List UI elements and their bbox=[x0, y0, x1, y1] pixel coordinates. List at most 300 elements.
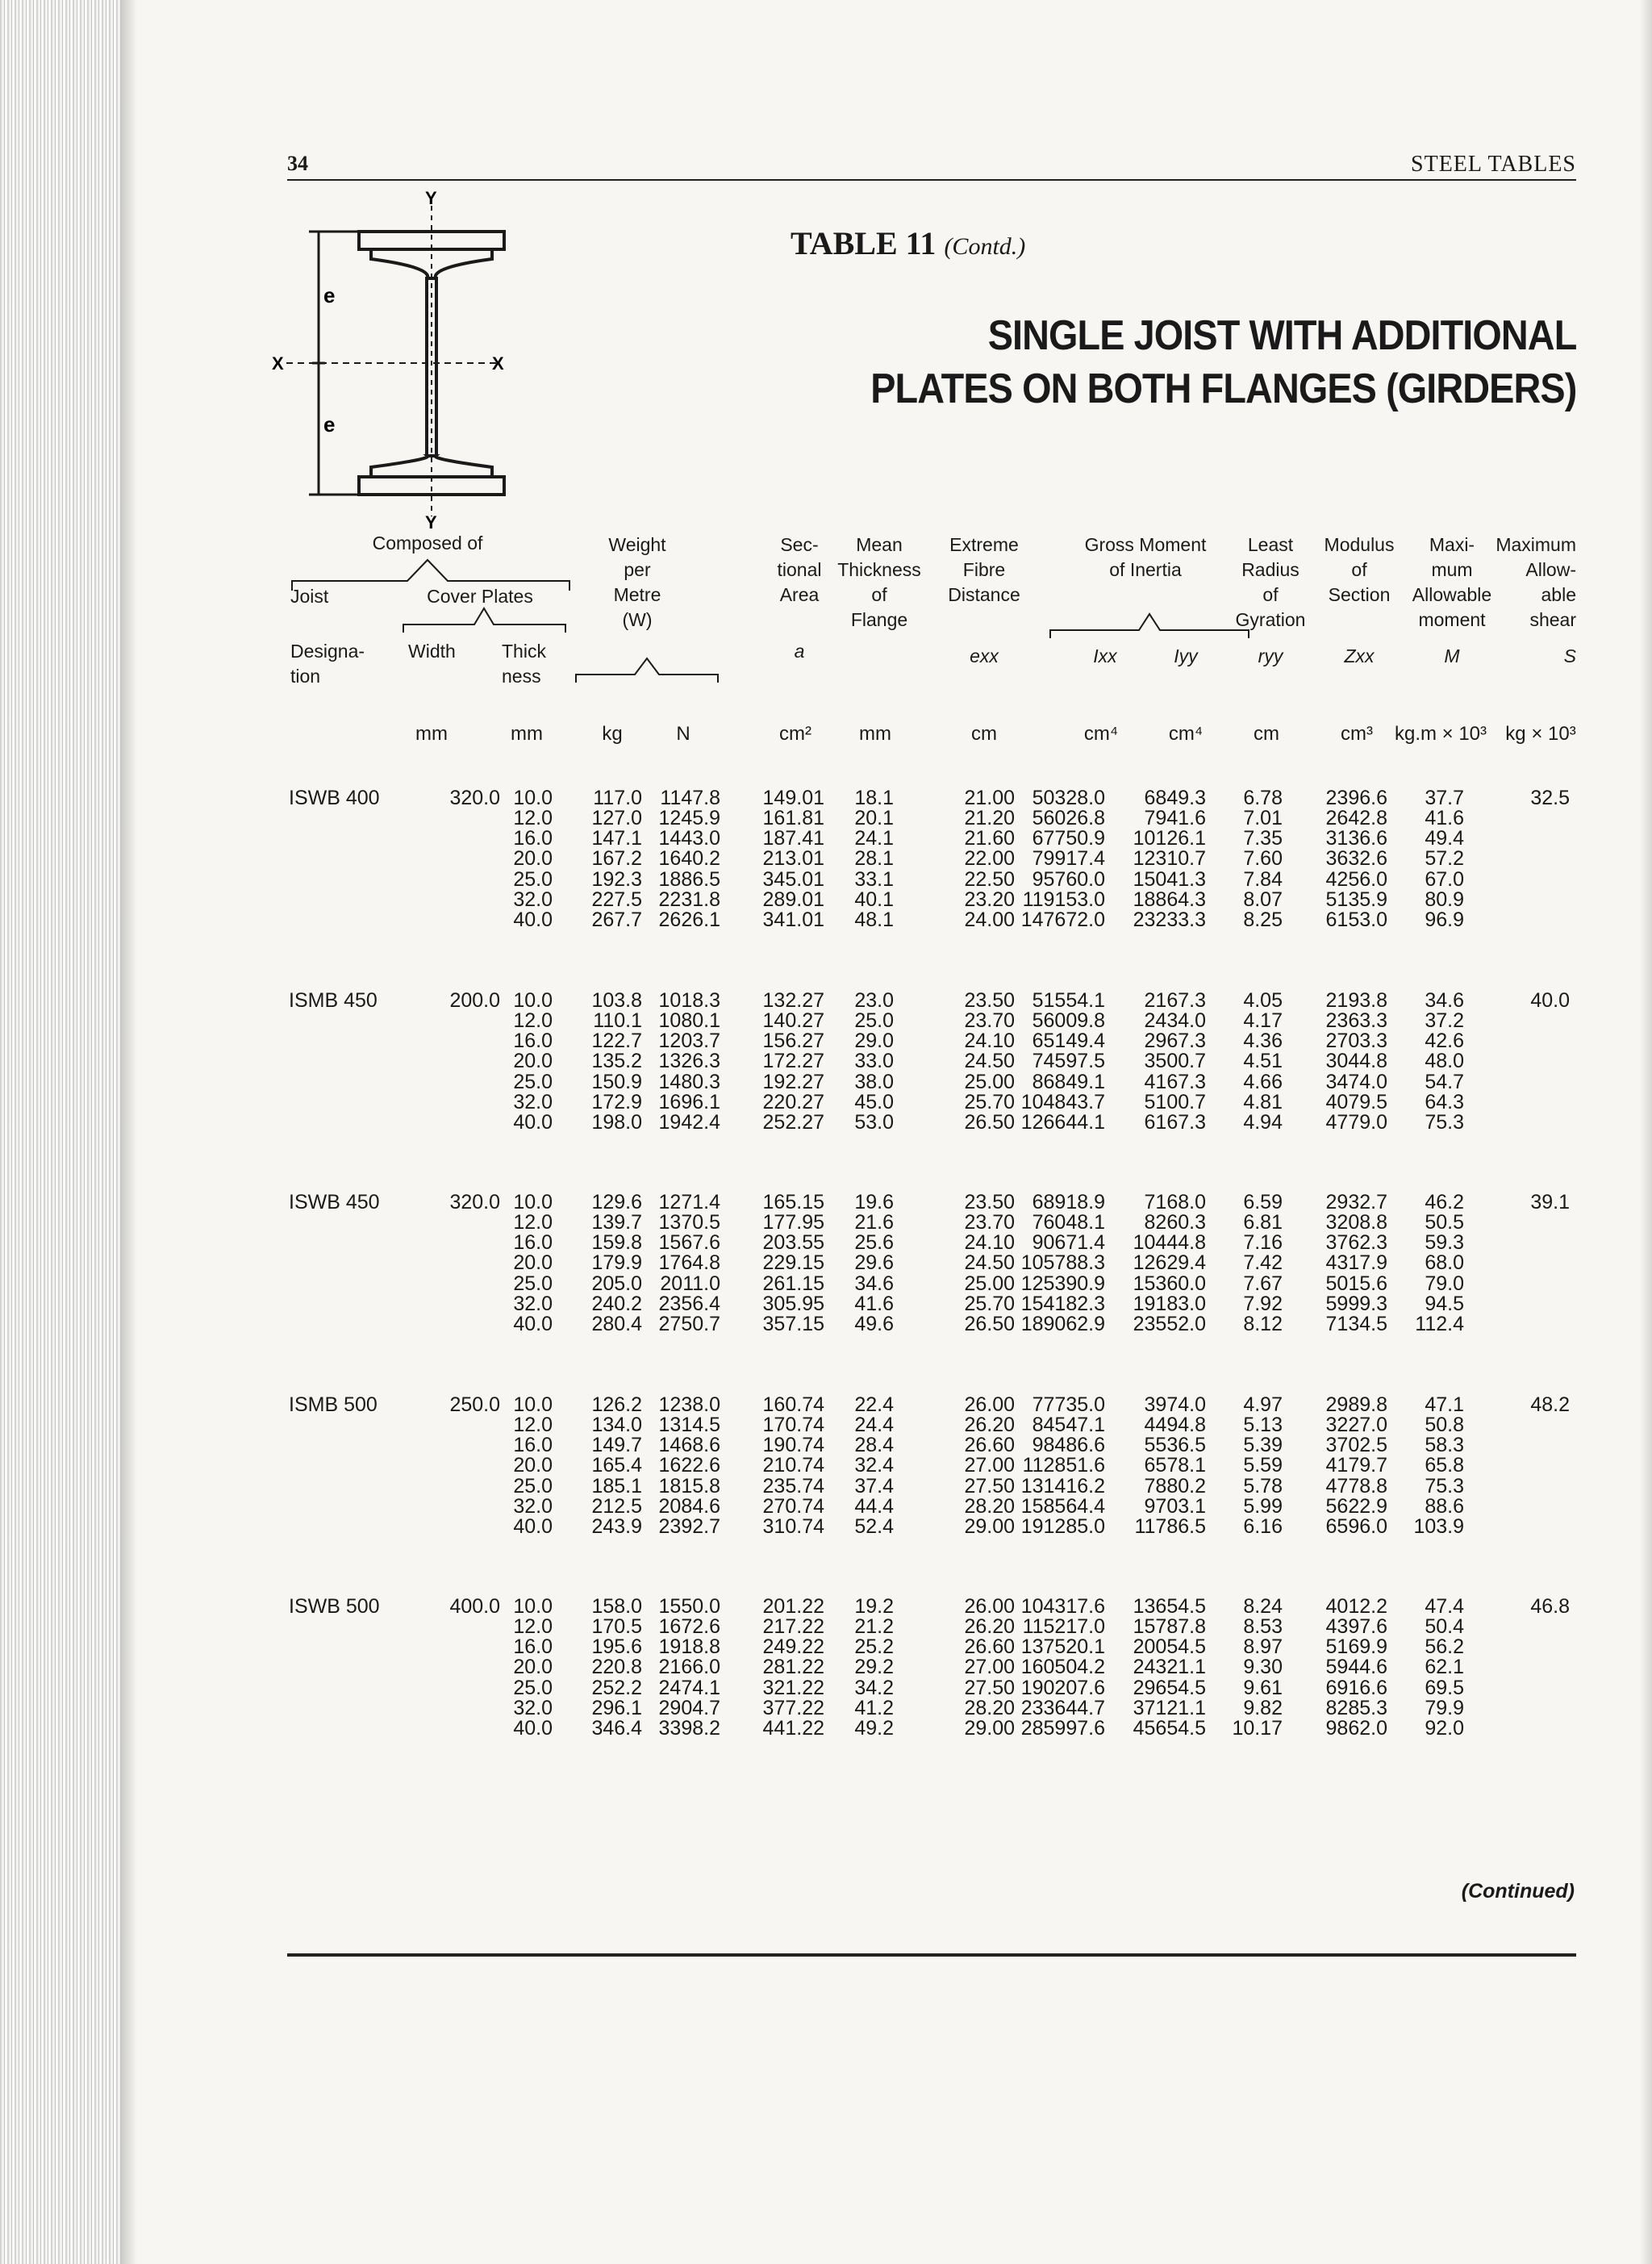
cell-radius: 4.66 bbox=[1243, 1070, 1283, 1093]
cell-iyy: 3974.0 bbox=[1144, 1393, 1206, 1416]
cell-iyy: 4167.3 bbox=[1144, 1070, 1206, 1093]
axis-label-y-top: Y bbox=[425, 190, 437, 208]
cell-weight-kg: 134.0 bbox=[591, 1414, 642, 1437]
axis-label-x-left: X bbox=[272, 353, 284, 374]
cell-area: 252.27 bbox=[762, 1110, 824, 1134]
cell-radius: 5.99 bbox=[1243, 1494, 1283, 1518]
cell-area: 177.95 bbox=[762, 1211, 824, 1234]
cell-thickness: 12.0 bbox=[513, 1615, 553, 1639]
cell-mean-thickness: 29.0 bbox=[854, 1030, 894, 1053]
cell-radius: 6.78 bbox=[1243, 787, 1283, 809]
cell-radius: 7.35 bbox=[1243, 827, 1283, 850]
cell-extreme-fibre: 24.10 bbox=[964, 1231, 1015, 1255]
cell-extreme-fibre: 27.00 bbox=[964, 1454, 1015, 1477]
cell-mean-thickness: 19.6 bbox=[854, 1191, 894, 1213]
unit-mean-thickness: mm bbox=[859, 723, 891, 745]
cell-area: 341.01 bbox=[762, 908, 824, 931]
cell-weight-n: 2392.7 bbox=[658, 1514, 720, 1538]
cell-modulus: 6596.0 bbox=[1325, 1514, 1387, 1538]
cell-iyy: 11786.5 bbox=[1134, 1514, 1206, 1538]
cell-radius: 4.94 bbox=[1243, 1110, 1283, 1134]
main-title: SINGLE JOIST WITH ADDITIONAL PLATES ON BOTH FLANGES (GIRDERS) bbox=[870, 312, 1576, 412]
cell-area: 305.95 bbox=[762, 1292, 824, 1315]
cell-max-moment: 37.7 bbox=[1425, 787, 1464, 809]
cell-max-moment: 46.2 bbox=[1425, 1191, 1464, 1213]
cell-weight-kg: 240.2 bbox=[591, 1292, 642, 1315]
cell-area: 172.27 bbox=[762, 1050, 824, 1073]
cell-extreme-fibre: 21.00 bbox=[964, 787, 1015, 809]
cell-thickness: 40.0 bbox=[513, 1110, 553, 1134]
header-iyy-symbol: Iyy bbox=[1174, 645, 1198, 666]
cell-iyy: 29654.5 bbox=[1133, 1676, 1206, 1699]
cell-weight-n: 1672.6 bbox=[658, 1615, 720, 1639]
cell-extreme-fibre: 22.50 bbox=[964, 867, 1015, 891]
cell-max-moment: 50.4 bbox=[1425, 1615, 1464, 1639]
cell-weight-n: 2474.1 bbox=[658, 1676, 720, 1699]
cell-mean-thickness: 40.1 bbox=[854, 888, 894, 911]
cell-mean-thickness: 19.2 bbox=[854, 1595, 894, 1618]
cell-ixx: 86849.1 bbox=[1032, 1070, 1105, 1093]
cell-ixx: 67750.9 bbox=[1032, 827, 1105, 850]
cell-max-moment: 50.5 bbox=[1425, 1211, 1464, 1234]
cell-thickness: 20.0 bbox=[513, 1656, 553, 1679]
cell-area: 235.74 bbox=[762, 1474, 824, 1497]
cell-iyy: 2967.3 bbox=[1144, 1030, 1206, 1053]
cell-area: 220.27 bbox=[762, 1090, 824, 1113]
cell-mean-thickness: 24.1 bbox=[854, 827, 894, 850]
cell-radius: 4.97 bbox=[1243, 1393, 1283, 1416]
cell-area: 377.22 bbox=[762, 1696, 824, 1719]
cell-modulus: 5135.9 bbox=[1325, 888, 1387, 911]
cell-thickness: 16.0 bbox=[513, 827, 553, 850]
cell-max-moment: 49.4 bbox=[1425, 827, 1464, 850]
cell-iyy: 13654.5 bbox=[1133, 1595, 1206, 1618]
cell-mean-thickness: 29.6 bbox=[854, 1251, 894, 1275]
cell-weight-n: 2231.8 bbox=[658, 888, 720, 911]
cell-extreme-fibre: 23.50 bbox=[964, 1191, 1015, 1213]
cell-modulus: 3136.6 bbox=[1325, 827, 1387, 850]
cell-iyy: 45654.5 bbox=[1133, 1716, 1206, 1740]
cell-thickness: 40.0 bbox=[513, 1312, 553, 1335]
cell-extreme-fibre: 23.20 bbox=[964, 888, 1015, 911]
header-modulus: Modulus of Section bbox=[1324, 534, 1395, 605]
cell-max-moment: 103.9 bbox=[1413, 1514, 1464, 1538]
cell-area: 170.74 bbox=[762, 1414, 824, 1437]
cell-max-moment: 79.0 bbox=[1425, 1272, 1464, 1295]
gutter-shadow bbox=[121, 0, 137, 2264]
cell-weight-n: 1696.1 bbox=[658, 1090, 720, 1113]
unit-iyy: cm⁴ bbox=[1168, 723, 1204, 745]
cell-weight-kg: 158.0 bbox=[591, 1595, 642, 1618]
cell-ixx: 68918.9 bbox=[1032, 1191, 1105, 1213]
cell-extreme-fibre: 24.50 bbox=[964, 1050, 1015, 1073]
cell-thickness: 10.0 bbox=[513, 787, 553, 809]
cell-weight-kg: 346.4 bbox=[591, 1716, 642, 1740]
cell-radius: 8.07 bbox=[1243, 888, 1283, 911]
cell-mean-thickness: 23.0 bbox=[854, 989, 894, 1012]
cell-weight-n: 1886.5 bbox=[658, 867, 720, 891]
cell-area: 210.74 bbox=[762, 1454, 824, 1477]
max-shear-value: 40.0 bbox=[1530, 989, 1570, 1012]
header-extreme-fibre: Extreme Fibre Distance bbox=[948, 534, 1020, 605]
cell-ixx: 112851.6 bbox=[1022, 1454, 1105, 1477]
joist-designation: ISMB 450 bbox=[289, 989, 378, 1012]
cell-modulus: 5169.9 bbox=[1325, 1635, 1387, 1659]
running-head: STEEL TABLES bbox=[1411, 152, 1576, 177]
cell-iyy: 20054.5 bbox=[1133, 1635, 1206, 1659]
cell-modulus: 8285.3 bbox=[1325, 1696, 1387, 1719]
cell-weight-kg: 149.7 bbox=[591, 1434, 642, 1457]
header-rule bbox=[287, 179, 1576, 181]
cell-weight-kg: 192.3 bbox=[591, 867, 642, 891]
cell-weight-n: 1918.8 bbox=[658, 1635, 720, 1659]
cell-radius: 8.97 bbox=[1243, 1635, 1283, 1659]
cell-thickness: 25.0 bbox=[513, 1070, 553, 1093]
cell-max-moment: 112.4 bbox=[1415, 1312, 1464, 1335]
cell-extreme-fibre: 21.60 bbox=[964, 827, 1015, 850]
cell-thickness: 16.0 bbox=[513, 1030, 553, 1053]
cell-area: 165.15 bbox=[762, 1191, 824, 1213]
page-edge bbox=[1639, 0, 1652, 2264]
cell-radius: 7.60 bbox=[1243, 847, 1283, 871]
header-sectional-area: Sec- tional Area bbox=[777, 534, 822, 605]
cell-mean-thickness: 28.4 bbox=[854, 1434, 894, 1457]
cell-max-moment: 34.6 bbox=[1425, 989, 1464, 1012]
cell-ixx: 131416.2 bbox=[1020, 1474, 1105, 1497]
cell-radius: 8.12 bbox=[1243, 1312, 1283, 1335]
cell-radius: 8.24 bbox=[1243, 1595, 1283, 1618]
cell-weight-n: 1942.4 bbox=[658, 1110, 720, 1134]
cell-radius: 6.81 bbox=[1243, 1211, 1283, 1234]
cell-extreme-fibre: 25.70 bbox=[964, 1292, 1015, 1315]
cell-modulus: 3632.6 bbox=[1325, 847, 1387, 871]
cell-thickness: 16.0 bbox=[513, 1635, 553, 1659]
cell-max-moment: 64.3 bbox=[1425, 1090, 1464, 1113]
cell-mean-thickness: 22.4 bbox=[854, 1393, 894, 1416]
girder-section-diagram bbox=[270, 190, 561, 528]
cell-ixx: 147672.0 bbox=[1020, 908, 1105, 931]
cell-extreme-fibre: 26.20 bbox=[964, 1615, 1015, 1639]
cell-extreme-fibre: 28.20 bbox=[964, 1494, 1015, 1518]
cell-iyy: 6849.3 bbox=[1144, 787, 1206, 809]
cell-area: 192.27 bbox=[762, 1070, 824, 1093]
max-shear-value: 46.8 bbox=[1530, 1595, 1570, 1618]
cell-weight-n: 1271.4 bbox=[658, 1191, 720, 1213]
cell-radius: 4.81 bbox=[1243, 1090, 1283, 1113]
cell-iyy: 9703.1 bbox=[1144, 1494, 1206, 1518]
cell-extreme-fibre: 26.00 bbox=[964, 1595, 1015, 1618]
dimension-label-top: e bbox=[323, 283, 336, 307]
max-shear-value: 32.5 bbox=[1530, 787, 1570, 809]
cell-modulus: 5622.9 bbox=[1325, 1494, 1387, 1518]
cell-modulus: 4397.6 bbox=[1325, 1615, 1387, 1639]
cell-radius: 9.82 bbox=[1243, 1696, 1283, 1719]
cover-plate-width: 320.0 bbox=[449, 1191, 500, 1213]
cell-weight-n: 1080.1 bbox=[658, 1009, 720, 1033]
cell-modulus: 3044.8 bbox=[1325, 1050, 1387, 1073]
cell-thickness: 20.0 bbox=[513, 1050, 553, 1073]
cell-weight-kg: 243.9 bbox=[591, 1514, 642, 1538]
cover-plate-width: 250.0 bbox=[449, 1393, 500, 1416]
cell-area: 140.27 bbox=[762, 1009, 824, 1033]
cell-thickness: 16.0 bbox=[513, 1434, 553, 1457]
cell-iyy: 12310.7 bbox=[1133, 847, 1206, 871]
cell-weight-n: 2011.0 bbox=[660, 1272, 720, 1295]
cell-thickness: 10.0 bbox=[513, 1393, 553, 1416]
cell-area: 203.55 bbox=[762, 1231, 824, 1255]
header-thickness: Thick ness bbox=[502, 641, 546, 687]
cell-mean-thickness: 41.2 bbox=[854, 1696, 894, 1719]
cell-extreme-fibre: 26.00 bbox=[964, 1393, 1015, 1416]
cell-max-moment: 96.9 bbox=[1425, 908, 1464, 931]
cell-ixx: 125390.9 bbox=[1020, 1272, 1105, 1295]
cover-plate-width: 200.0 bbox=[449, 989, 500, 1012]
cell-modulus: 4779.0 bbox=[1325, 1110, 1387, 1134]
cell-iyy: 5536.5 bbox=[1144, 1434, 1206, 1457]
cell-thickness: 12.0 bbox=[513, 1414, 553, 1437]
cell-weight-kg: 179.9 bbox=[591, 1251, 642, 1275]
cell-weight-n: 1443.0 bbox=[658, 827, 720, 850]
cell-ixx: 50328.0 bbox=[1032, 787, 1105, 809]
cell-area: 229.15 bbox=[762, 1251, 824, 1275]
cell-max-moment: 59.3 bbox=[1425, 1231, 1464, 1255]
cell-thickness: 40.0 bbox=[513, 908, 553, 931]
cell-ixx: 233644.7 bbox=[1020, 1696, 1105, 1719]
cell-max-moment: 75.3 bbox=[1425, 1474, 1464, 1497]
unit-radius: cm bbox=[1254, 723, 1279, 745]
cell-max-moment: 50.8 bbox=[1425, 1414, 1464, 1437]
cell-iyy: 2434.0 bbox=[1144, 1009, 1206, 1033]
cell-ixx: 160504.2 bbox=[1020, 1656, 1105, 1679]
cell-area: 357.15 bbox=[762, 1312, 824, 1335]
cell-max-moment: 56.2 bbox=[1425, 1635, 1464, 1659]
cell-extreme-fibre: 23.70 bbox=[964, 1211, 1015, 1234]
cell-extreme-fibre: 27.50 bbox=[964, 1676, 1015, 1699]
cell-weight-kg: 165.4 bbox=[591, 1454, 642, 1477]
unit-ixx: cm⁴ bbox=[1083, 723, 1119, 745]
cell-mean-thickness: 49.6 bbox=[854, 1312, 894, 1335]
cell-weight-n: 2626.1 bbox=[658, 908, 720, 931]
cell-extreme-fibre: 23.50 bbox=[964, 989, 1015, 1012]
cell-ixx: 104317.6 bbox=[1020, 1595, 1105, 1618]
cell-max-moment: 94.5 bbox=[1425, 1292, 1464, 1315]
cell-modulus: 2642.8 bbox=[1325, 807, 1387, 830]
cell-radius: 9.30 bbox=[1243, 1656, 1283, 1679]
cell-mean-thickness: 48.1 bbox=[854, 908, 894, 931]
cell-radius: 7.92 bbox=[1243, 1292, 1283, 1315]
cell-weight-n: 1314.5 bbox=[658, 1414, 720, 1437]
cell-mean-thickness: 18.1 bbox=[854, 787, 894, 809]
cell-iyy: 10126.1 bbox=[1133, 827, 1206, 850]
cell-weight-n: 1764.8 bbox=[658, 1251, 720, 1275]
cell-ixx: 74597.5 bbox=[1032, 1050, 1105, 1073]
cell-radius: 6.16 bbox=[1243, 1514, 1283, 1538]
cell-mean-thickness: 53.0 bbox=[854, 1110, 894, 1134]
footer-rule bbox=[287, 1953, 1576, 1957]
cell-weight-n: 1147.8 bbox=[660, 787, 720, 809]
header-gross-moment: Gross Moment of Inertia bbox=[1084, 534, 1207, 580]
header-mean-thickness: Mean Thickness of Flange bbox=[837, 534, 921, 630]
cell-radius: 7.16 bbox=[1243, 1231, 1283, 1255]
cell-radius: 7.42 bbox=[1243, 1251, 1283, 1275]
cell-iyy: 7941.6 bbox=[1144, 807, 1206, 830]
cell-iyy: 15360.0 bbox=[1133, 1272, 1206, 1295]
cell-weight-n: 1622.6 bbox=[658, 1454, 720, 1477]
cell-mean-thickness: 21.6 bbox=[854, 1211, 894, 1234]
header-designation: Designa- tion bbox=[290, 641, 365, 687]
cell-weight-kg: 150.9 bbox=[591, 1070, 642, 1093]
cell-radius: 5.59 bbox=[1243, 1454, 1283, 1477]
unit-modulus: cm³ bbox=[1341, 723, 1373, 745]
cell-extreme-fibre: 26.60 bbox=[964, 1434, 1015, 1457]
cell-max-moment: 57.2 bbox=[1425, 847, 1464, 871]
cell-modulus: 3474.0 bbox=[1325, 1070, 1387, 1093]
cell-weight-kg: 195.6 bbox=[591, 1635, 642, 1659]
bracket-gross-moment bbox=[1049, 609, 1250, 641]
cell-ixx: 84547.1 bbox=[1032, 1414, 1105, 1437]
max-shear-value: 39.1 bbox=[1530, 1191, 1570, 1213]
cell-iyy: 19183.0 bbox=[1133, 1292, 1206, 1315]
page-number: 34 bbox=[287, 152, 308, 175]
cell-ixx: 158564.4 bbox=[1020, 1494, 1105, 1518]
cell-mean-thickness: 28.1 bbox=[854, 847, 894, 871]
cell-max-moment: 69.5 bbox=[1425, 1676, 1464, 1699]
cell-weight-kg: 296.1 bbox=[591, 1696, 642, 1719]
cell-mean-thickness: 34.6 bbox=[854, 1272, 894, 1295]
cell-extreme-fibre: 27.50 bbox=[964, 1474, 1015, 1497]
cell-iyy: 10444.8 bbox=[1133, 1231, 1206, 1255]
cell-extreme-fibre: 22.00 bbox=[964, 847, 1015, 871]
cell-area: 345.01 bbox=[762, 867, 824, 891]
header-cover-plates: Cover Plates bbox=[427, 586, 533, 607]
cell-thickness: 40.0 bbox=[513, 1716, 553, 1740]
cell-extreme-fibre: 21.20 bbox=[964, 807, 1015, 830]
cell-extreme-fibre: 25.00 bbox=[964, 1070, 1015, 1093]
cell-weight-kg: 117.0 bbox=[593, 787, 642, 809]
header-modulus-symbol: Zxx bbox=[1344, 645, 1375, 666]
cell-max-moment: 41.6 bbox=[1425, 807, 1464, 830]
cell-extreme-fibre: 29.00 bbox=[964, 1514, 1015, 1538]
cell-thickness: 16.0 bbox=[513, 1231, 553, 1255]
cell-weight-kg: 227.5 bbox=[591, 888, 642, 911]
axis-label-y-bottom: Y bbox=[425, 512, 437, 528]
cell-mean-thickness: 49.2 bbox=[854, 1716, 894, 1740]
cell-weight-kg: 212.5 bbox=[591, 1494, 642, 1518]
cell-extreme-fibre: 29.00 bbox=[964, 1716, 1015, 1740]
cell-extreme-fibre: 26.20 bbox=[964, 1414, 1015, 1437]
cell-mean-thickness: 25.2 bbox=[854, 1635, 894, 1659]
cell-area: 160.74 bbox=[762, 1393, 824, 1416]
cell-area: 310.74 bbox=[762, 1514, 824, 1538]
unit-weight-n: N bbox=[676, 723, 690, 745]
cell-extreme-fibre: 27.00 bbox=[964, 1656, 1015, 1679]
unit-moment: kg.m × 10³ bbox=[1394, 723, 1487, 745]
header-composed-of: Composed of bbox=[372, 533, 483, 553]
cell-iyy: 23233.3 bbox=[1133, 908, 1206, 931]
continued-note: (Continued) bbox=[1461, 1880, 1575, 1903]
cell-weight-kg: 147.1 bbox=[591, 827, 642, 850]
cell-ixx: 119153.0 bbox=[1022, 888, 1105, 911]
cell-ixx: 77735.0 bbox=[1032, 1393, 1105, 1416]
cell-modulus: 5944.6 bbox=[1325, 1656, 1387, 1679]
unit-thickness: mm bbox=[511, 723, 543, 745]
cell-weight-n: 2356.4 bbox=[658, 1292, 720, 1315]
cell-extreme-fibre: 25.70 bbox=[964, 1090, 1015, 1113]
cell-weight-n: 1550.0 bbox=[658, 1595, 720, 1618]
cell-max-moment: 68.0 bbox=[1425, 1251, 1464, 1275]
cell-weight-n: 2166.0 bbox=[658, 1656, 720, 1679]
cell-area: 149.01 bbox=[762, 787, 824, 809]
cell-weight-kg: 110.1 bbox=[593, 1009, 642, 1033]
cell-area: 156.27 bbox=[762, 1030, 824, 1053]
cell-ixx: 190207.6 bbox=[1020, 1676, 1105, 1699]
cell-modulus: 4179.7 bbox=[1325, 1454, 1387, 1477]
cell-thickness: 25.0 bbox=[513, 1676, 553, 1699]
cell-modulus: 9862.0 bbox=[1325, 1716, 1387, 1740]
cell-max-moment: 54.7 bbox=[1425, 1070, 1464, 1093]
cell-mean-thickness: 45.0 bbox=[854, 1090, 894, 1113]
cell-mean-thickness: 21.2 bbox=[854, 1615, 894, 1639]
bracket-cover-plates bbox=[402, 604, 567, 636]
cell-weight-kg: 167.2 bbox=[591, 847, 642, 871]
cell-thickness: 10.0 bbox=[513, 1595, 553, 1618]
cell-mean-thickness: 37.4 bbox=[854, 1474, 894, 1497]
cell-modulus: 4012.2 bbox=[1325, 1595, 1387, 1618]
cell-modulus: 4079.5 bbox=[1325, 1090, 1387, 1113]
cell-iyy: 6167.3 bbox=[1144, 1110, 1206, 1134]
cell-modulus: 5999.3 bbox=[1325, 1292, 1387, 1315]
cell-weight-n: 1468.6 bbox=[658, 1434, 720, 1457]
cell-max-moment: 92.0 bbox=[1425, 1716, 1464, 1740]
cell-iyy: 5100.7 bbox=[1144, 1090, 1206, 1113]
cell-thickness: 20.0 bbox=[513, 847, 553, 871]
cell-max-moment: 88.6 bbox=[1425, 1494, 1464, 1518]
cell-weight-kg: 252.2 bbox=[591, 1676, 642, 1699]
cell-weight-n: 2084.6 bbox=[658, 1494, 720, 1518]
cell-weight-n: 1480.3 bbox=[658, 1070, 720, 1093]
cell-weight-n: 1326.3 bbox=[658, 1050, 720, 1073]
cell-extreme-fibre: 24.00 bbox=[964, 908, 1015, 931]
cell-extreme-fibre: 24.10 bbox=[964, 1030, 1015, 1053]
cell-area: 249.22 bbox=[762, 1635, 824, 1659]
cell-ixx: 115217.0 bbox=[1022, 1615, 1105, 1639]
cell-weight-n: 1018.3 bbox=[658, 989, 720, 1012]
cell-mean-thickness: 25.0 bbox=[854, 1009, 894, 1033]
header-weight: Weight per Metre (W) bbox=[608, 534, 666, 630]
cell-max-moment: 58.3 bbox=[1425, 1434, 1464, 1457]
cell-modulus: 2193.8 bbox=[1325, 989, 1387, 1012]
cell-iyy: 7880.2 bbox=[1144, 1474, 1206, 1497]
cell-weight-kg: 126.2 bbox=[591, 1393, 642, 1416]
table-title: TABLE 11 (Contd.) bbox=[791, 225, 1026, 261]
cell-extreme-fibre: 25.00 bbox=[964, 1272, 1015, 1295]
cell-area: 187.41 bbox=[762, 827, 824, 850]
axis-label-x-right: X bbox=[492, 353, 504, 374]
cell-area: 270.74 bbox=[762, 1494, 824, 1518]
cell-modulus: 3762.3 bbox=[1325, 1231, 1387, 1255]
cell-radius: 5.39 bbox=[1243, 1434, 1283, 1457]
cell-weight-kg: 198.0 bbox=[591, 1110, 642, 1134]
cell-modulus: 6916.6 bbox=[1325, 1676, 1387, 1699]
cell-mean-thickness: 41.6 bbox=[854, 1292, 894, 1315]
joist-designation: ISWB 400 bbox=[289, 787, 380, 809]
cell-area: 190.74 bbox=[762, 1434, 824, 1457]
cell-weight-kg: 280.4 bbox=[591, 1312, 642, 1335]
cell-thickness: 40.0 bbox=[513, 1514, 553, 1538]
header-ixx-symbol: Ixx bbox=[1093, 645, 1117, 666]
cell-mean-thickness: 33.1 bbox=[854, 867, 894, 891]
cell-max-moment: 37.2 bbox=[1425, 1009, 1464, 1033]
